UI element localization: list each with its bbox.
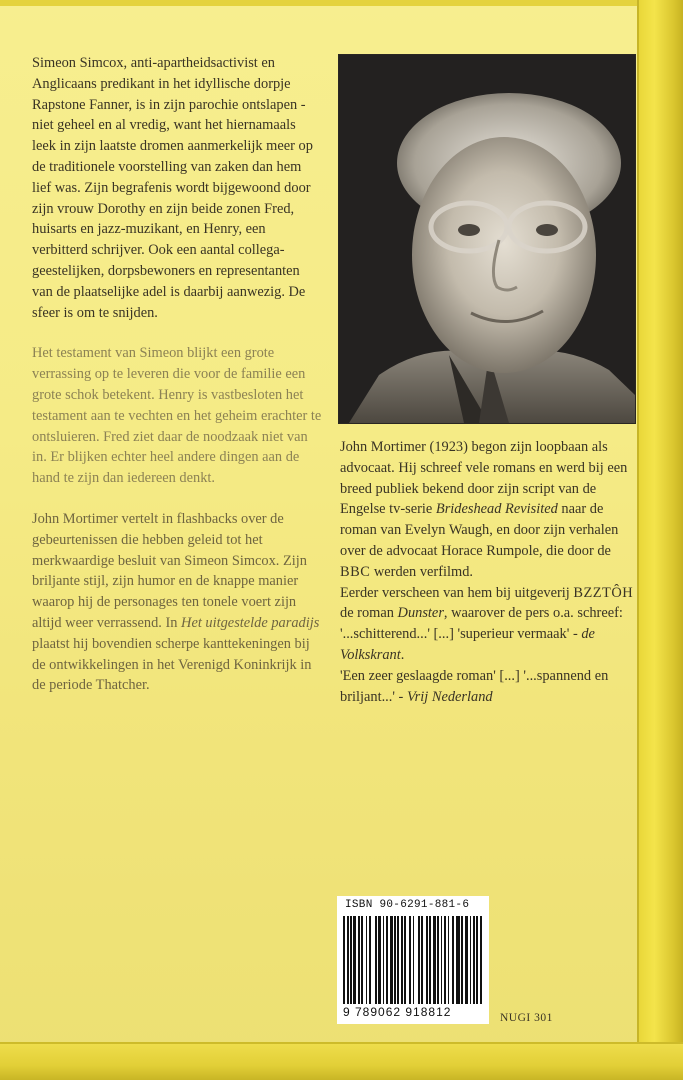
blurb-paragraph-3 (32, 509, 322, 696)
barcode-bar (452, 916, 454, 1004)
barcode-bar (470, 916, 471, 1004)
blurb-p3-end: plaatst hij bovendien scherpe kanttekeningen bij de ontwikkelingen in het Verenigd Koninkrijk in de periode Thatcher. (32, 635, 312, 694)
cover-top-edge (0, 0, 683, 6)
barcode-bar (448, 916, 449, 1004)
earlier-text-end: , waarover de pers o.a. schreef: (443, 605, 623, 622)
quote2-text: 'Een zeer geslaagde roman' [...] '...spannend en briljant...' - (340, 667, 609, 705)
barcode-bar (418, 916, 420, 1004)
author-photo (338, 54, 636, 424)
barcode-bar (433, 916, 436, 1004)
ean-number: 9 789062 918812 (343, 1005, 452, 1019)
barcode-bar (358, 916, 360, 1004)
cover-side-edge (637, 0, 683, 1080)
quote1-end: . (400, 646, 405, 663)
quote2-source: Vrij Nederland (406, 688, 493, 705)
book-title-inline: Het uitgestelde paradijs (181, 614, 320, 631)
author-portrait-illustration (339, 55, 635, 423)
barcode-bar (366, 916, 367, 1004)
earlier-text-mid: de roman (340, 605, 398, 622)
earlier-book-title: Dunster (397, 605, 444, 622)
barcode-bar (390, 916, 393, 1004)
cover-bottom-edge (0, 1042, 683, 1080)
barcode-bar (401, 916, 403, 1004)
barcode-bar (421, 916, 423, 1004)
barcode-bar (429, 916, 431, 1004)
barcode-bar (426, 916, 428, 1004)
author-bio-column (340, 437, 640, 707)
quote1-source: de Volkskrant (340, 626, 595, 663)
bio-text-mid: naar de roman van Evelyn Waugh, en door zijn verhalen over de advocaat Horace Rumpole, die door de (340, 501, 619, 559)
barcode-bar (378, 916, 381, 1004)
blurb-p3-start: John Mortimer vertelt in flashbacks over de gebeurtenissen die hebben geleid tot het merkwaardige besluit van Simeon Simcox. Zijn briljante stijl, zijn humor en de knappe manier waarop hij de personages ten tonele voert zijn altijd weer verrassend. In (32, 510, 307, 631)
bio-text-start: John Mortimer (1923) begon zijn loopbaan als advocaat. Hij schreef vele romans en werd bij een breed publiek bekend door zijn script van de Engelse tv-serie (340, 439, 628, 518)
barcode-bar (347, 916, 349, 1004)
barcode-bar (386, 916, 388, 1004)
author-bio (340, 437, 640, 583)
barcode-bar (456, 916, 460, 1004)
nugi-code: NUGI 301 (500, 1012, 553, 1024)
barcode-bar (404, 916, 406, 1004)
barcode-bar (409, 916, 411, 1004)
barcode-bar (465, 916, 468, 1004)
barcode-bar (444, 916, 446, 1004)
isbn-label: ISBN 90-6291-881-6 (345, 899, 470, 911)
series-title: Brideshead Revisited (435, 501, 558, 518)
barcode-box (337, 896, 489, 1024)
barcode-bar (441, 916, 442, 1004)
press-quote-1 (340, 624, 640, 666)
barcode-bar (476, 916, 478, 1004)
publisher-name: BZZTÔH (573, 584, 634, 601)
barcode-bar (383, 916, 384, 1004)
quote1-text: '...schitterend...' [...] 'superieur vermaak' - (340, 626, 582, 643)
bbc-name: BBC (340, 563, 371, 580)
press-quote-2 (340, 666, 640, 708)
earlier-text-start: Eerder verscheen van hem bij uitgeverij (340, 584, 574, 601)
barcode-bar (413, 916, 414, 1004)
barcode-bar (353, 916, 356, 1004)
barcode-bar (473, 916, 475, 1004)
barcode-bar (375, 916, 377, 1004)
blurb-column (32, 53, 322, 716)
barcode-bar (350, 916, 352, 1004)
barcode-bar (437, 916, 439, 1004)
barcode (343, 916, 483, 1004)
bio-text-end: werden verfilmd. (370, 563, 473, 580)
barcode-bar (394, 916, 396, 1004)
barcode-bar (397, 916, 399, 1004)
earlier-works (340, 583, 640, 625)
blurb-paragraph-2: Het testament van Simeon blijkt een grote verrassing op te leveren die voor de familie een grote schok betekent. Henry is vastbesloten het testament aan te vechten en het geheim erachter te ontsluieren. Fred ziet daar de noodzaak niet van in. Er blijken echter heel andere dingen aan de hand te zijn dan iedereen denkt. (32, 345, 322, 487)
barcode-bar (361, 916, 363, 1004)
barcode-bar (369, 916, 371, 1004)
barcode-bar (461, 916, 463, 1004)
blurb-paragraph-1: Simeon Simcox, anti-apartheidsactivist en Anglicaans predikant in het idyllische dorpje Rapstone Fanner, is in zijn parochie ontslapen - niet geheel en al vredig, want het hiernamaals leek in zijn laatste dromen aanmerkelijk meer op de traditionele voorstelling van zaken dan hem lief was. Zijn begrafenis wordt bijgewoond door zijn vrouw Dorothy en zijn beide zonen Fred, huisarts en jazz-muzikant, en Henry, een verbitterd schrijver. Ook een aantal collega-geestelijken, dorpsbewoners en representanten van de plaatselijke adel is daarbij aanwezig. De sfeer is om te snijden. (32, 55, 313, 321)
barcode-bar (480, 916, 482, 1004)
barcode-bar (343, 916, 345, 1004)
